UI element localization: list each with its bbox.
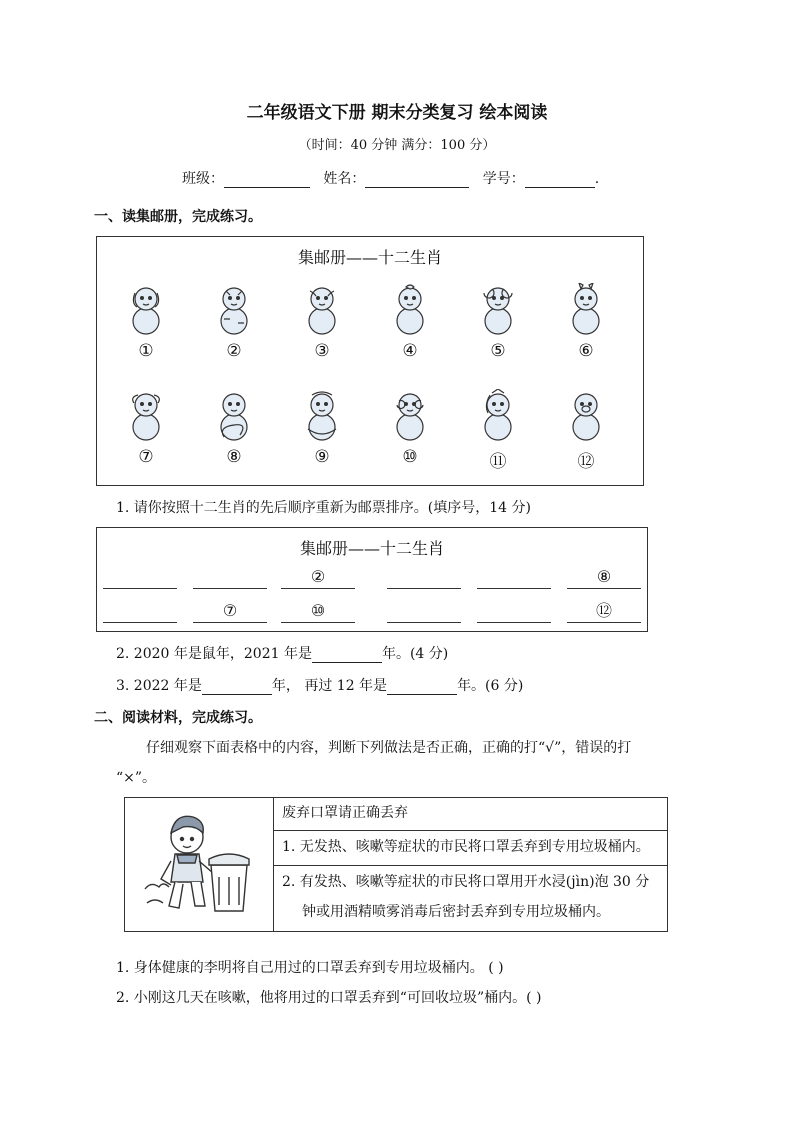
dog-icon — [124, 283, 168, 339]
student-info-row — [182, 168, 599, 188]
dragon-icon — [300, 389, 344, 445]
illustration-cell — [125, 798, 274, 932]
order-slot[interactable] — [387, 566, 461, 589]
rabbit-shape-2 — [581, 297, 584, 300]
page-title: 二年级语文下册 期末分类复习 绘本阅读 — [246, 103, 548, 123]
dog-shape-1 — [135, 288, 157, 310]
question-3 — [116, 675, 523, 695]
dog-shape-2 — [141, 297, 144, 300]
tiger-shape-0 — [221, 308, 247, 334]
dog-shape-3 — [149, 297, 152, 300]
stamp-number: ② — [226, 341, 242, 361]
dog-shape-0 — [133, 308, 159, 334]
horse-shape-0 — [485, 414, 511, 440]
judgement-1: 1. 身体健康的李明将自己用过的口罩丢弃到专用垃圾桶内。 ( ) — [116, 960, 504, 976]
order-slot[interactable] — [103, 566, 177, 589]
pig-shape-1 — [575, 394, 597, 416]
rules-table — [124, 797, 668, 932]
rule-1: 1. 无发热、咳嗽等症状的市民将口罩丢弃到专用垃圾桶内。 — [274, 830, 668, 865]
question-2 — [116, 643, 448, 663]
end-mark: . — [594, 171, 600, 187]
horse-shape-2 — [493, 403, 496, 406]
stamp-number: ⑦ — [138, 447, 154, 467]
exam-info: （时间：40 分钟 满分：100 分） — [298, 138, 496, 153]
stamp — [453, 389, 543, 472]
stamp — [365, 283, 455, 361]
snake-shape-3 — [237, 403, 240, 406]
rabbit-shape-1 — [575, 288, 597, 310]
stamp-number: ⑤ — [490, 341, 506, 361]
ox-shape-1 — [311, 288, 333, 310]
rooster-shape-0 — [397, 308, 423, 334]
rooster-icon — [388, 283, 432, 339]
name-label: 姓名： — [323, 171, 366, 187]
horse-shape-3 — [501, 403, 504, 406]
class-label: 班级： — [182, 171, 224, 187]
dragon-shape-1 — [311, 394, 333, 416]
rooster-shape-1 — [399, 288, 421, 310]
rat-shape-0 — [485, 308, 511, 334]
ox-icon — [300, 283, 344, 339]
stamp-number: ⑪ — [489, 452, 507, 472]
stamp — [277, 283, 367, 361]
stamp — [541, 389, 631, 472]
table-title: 废弃口罩请正确丢弃 — [274, 798, 668, 831]
rooster-shape-3 — [413, 297, 416, 300]
section1-heading: 一、读集邮册，完成练习。 — [94, 209, 262, 225]
horse-shape-1 — [487, 394, 509, 416]
order-slot[interactable] — [103, 600, 177, 623]
boy-throwing-mask-illustration — [135, 799, 263, 919]
goat-icon — [124, 389, 168, 445]
question-1: 1. 请你按照十二生肖的先后顺序重新为邮票排序。(填序号，14 分) — [116, 500, 531, 516]
stamp — [541, 283, 631, 361]
name-field[interactable] — [365, 171, 469, 188]
goat-shape-3 — [149, 403, 152, 406]
ox-shape-0 — [309, 308, 335, 334]
order-slot[interactable] — [193, 566, 267, 589]
judgement-2: 2. 小刚这几天在咳嗽，他将用过的口罩丢弃到“可回收垃圾”桶内。( ) — [116, 990, 542, 1006]
order-slot[interactable] — [477, 600, 551, 623]
pig-shape-5 — [582, 406, 590, 412]
order-slot[interactable] — [477, 566, 551, 589]
q2-answer-field[interactable] — [312, 646, 382, 663]
rooster-shape-2 — [405, 297, 408, 300]
stamp — [101, 389, 191, 467]
stamp-number: ④ — [402, 341, 418, 361]
order-slot[interactable] — [387, 600, 461, 623]
q2-text-b: 年。(4 分) — [381, 646, 449, 662]
rabbit-icon — [564, 283, 608, 339]
rat-icon — [476, 283, 520, 339]
monkey-shape-0 — [397, 414, 423, 440]
q3-text-c: 年。(6 分) — [457, 678, 524, 694]
snake-shape-2 — [229, 403, 232, 406]
rule-2: 2. 有发热、咳嗽等症状的市民将口罩用开水浸(jìn)泡 30 分钟或用酒精喷雾消毒后密封丢弃到专用垃圾桶内。 — [274, 865, 668, 931]
section2-heading: 二、阅读材料，完成练习。 — [94, 710, 262, 726]
rabbit-shape-0 — [573, 308, 599, 334]
stamp — [453, 283, 543, 361]
order-slot: ⑩ — [281, 600, 355, 623]
stamp-number: ⑩ — [402, 447, 418, 467]
album-title: 集邮册——十二生肖 — [297, 248, 442, 267]
stamp — [189, 283, 279, 361]
tiger-shape-3 — [237, 297, 240, 300]
pig-shape-3 — [589, 403, 592, 406]
order-slot: ⑫ — [567, 600, 641, 623]
q3-text-b: 年， 再过 12 年是 — [271, 678, 388, 694]
pig-shape-0 — [573, 414, 599, 440]
monkey-shape-1 — [399, 394, 421, 416]
snake-icon — [212, 389, 256, 445]
stamp — [277, 389, 367, 467]
intro-line-2: “×”。 — [116, 770, 157, 786]
stamp-number: ⑥ — [578, 341, 594, 361]
stamp-album-box — [96, 236, 644, 486]
tiger-shape-2 — [229, 297, 232, 300]
ox-shape-3 — [325, 297, 328, 300]
stamp-number: ③ — [314, 341, 330, 361]
horse-icon — [476, 389, 520, 445]
stamp — [189, 389, 279, 467]
order-slot: ⑦ — [193, 600, 267, 623]
tiger-icon — [212, 283, 256, 339]
stamp-number: ⑨ — [314, 447, 330, 467]
ox-shape-2 — [317, 297, 320, 300]
order-box — [96, 527, 648, 632]
rabbit-shape-3 — [589, 297, 592, 300]
order-slot: ② — [281, 566, 355, 589]
dragon-shape-2 — [317, 403, 320, 406]
order-slot: ⑧ — [567, 566, 641, 589]
stamp-number: ⑫ — [577, 452, 595, 472]
stamp-number: ⑧ — [226, 447, 242, 467]
rat-shape-3 — [501, 297, 504, 300]
q3-answer-field-1[interactable] — [202, 678, 272, 695]
q3-text-a: 3. 2022 年是 — [116, 678, 202, 694]
stamp-number: ① — [138, 341, 154, 361]
q2-text-a: 2. 2020 年是鼠年，2021 年是 — [116, 646, 312, 662]
stamp — [101, 283, 191, 361]
goat-shape-1 — [135, 394, 157, 416]
class-field[interactable] — [224, 171, 310, 188]
rat-shape-1 — [487, 288, 509, 310]
goat-shape-2 — [141, 403, 144, 406]
id-label: 学号： — [482, 171, 525, 187]
intro-line-1: 仔细观察下面表格中的内容，判断下列做法是否正确，正确的打“√”，错误的打 — [146, 740, 632, 756]
dragon-shape-3 — [325, 403, 328, 406]
dragon-shape-0 — [309, 414, 335, 440]
monkey-icon — [388, 389, 432, 445]
order-title: 集邮册——十二生肖 — [299, 539, 444, 558]
pig-shape-2 — [581, 403, 584, 406]
snake-shape-1 — [223, 394, 245, 416]
q3-answer-field-2[interactable] — [387, 678, 457, 695]
pig-icon — [564, 389, 608, 445]
goat-shape-0 — [133, 414, 159, 440]
stamp — [365, 389, 455, 467]
rat-shape-2 — [493, 297, 496, 300]
id-field[interactable] — [525, 171, 595, 188]
